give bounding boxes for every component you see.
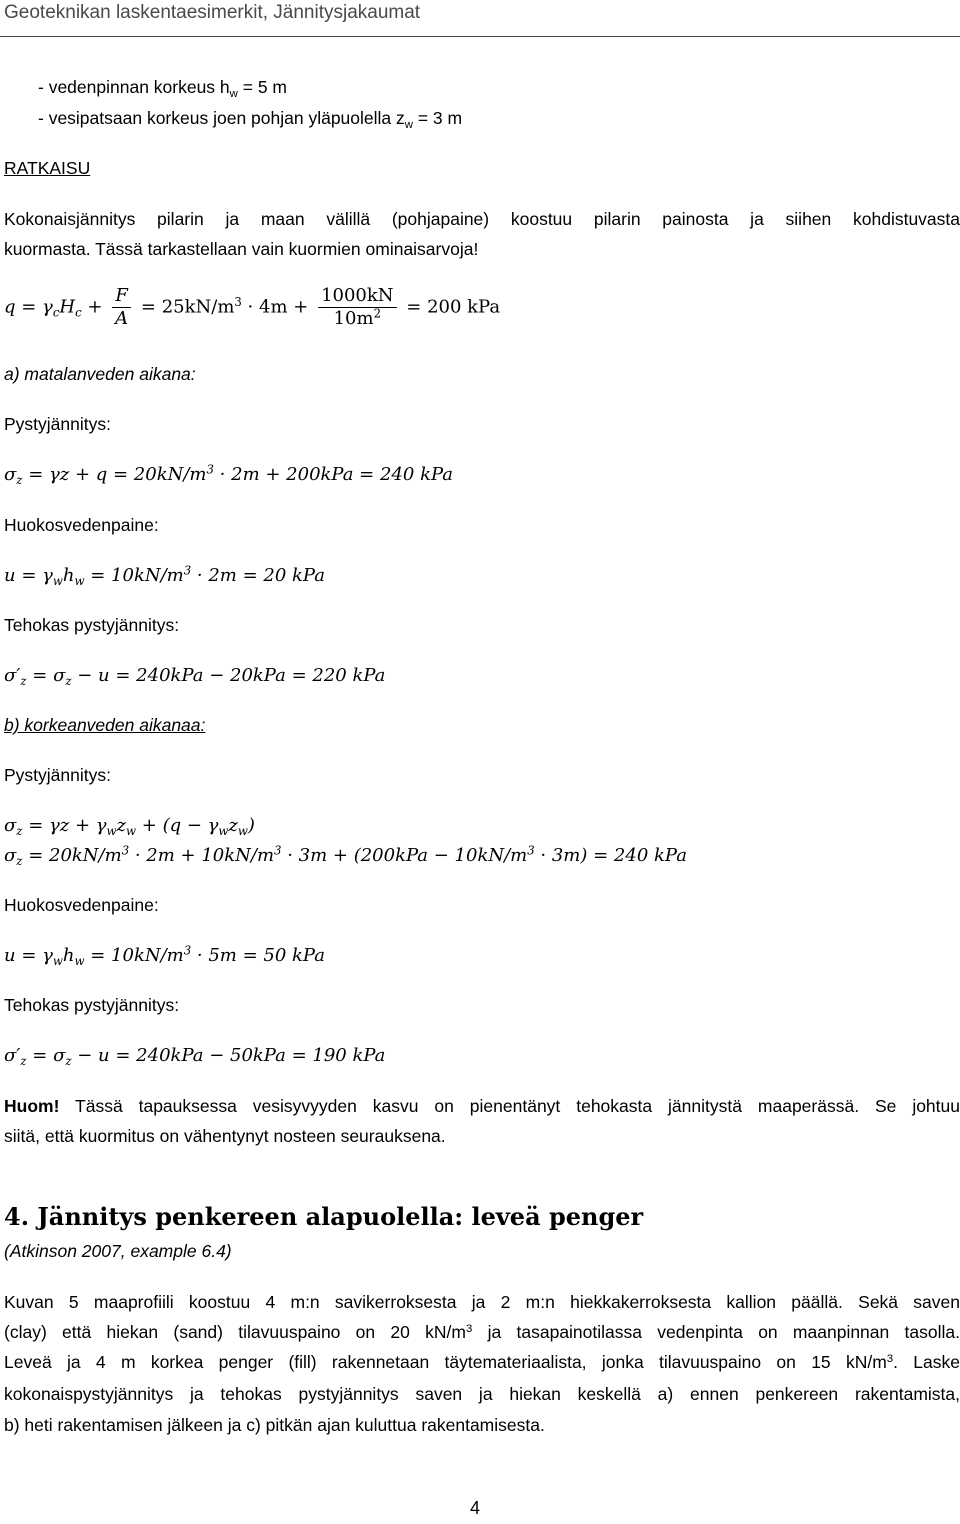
eq-part: h [62, 945, 75, 966]
solution-heading: RATKAISU [4, 158, 91, 178]
eq-exp: 3 [183, 943, 192, 958]
section-4-paragraph-line-3 [4, 1352, 960, 1373]
header-rule [0, 36, 960, 37]
section-4-paragraph-line-5: b) heti rakentamisen jälkeen ja c) pitkän ajan kuluttua rakentamisesta. [4, 1415, 545, 1435]
eq-part: σ [4, 815, 17, 836]
eq-sub: w [237, 824, 248, 839]
solution-intro-line-1: Kokonaisjännitys pilarin ja maan välillä (pohjapaine) koostuu pilarin painosta ja siihen kohdistuvasta [4, 209, 960, 229]
case-a-pore-equation [4, 563, 325, 589]
eq-exp: 3 [183, 563, 192, 578]
eq-sub: z [16, 824, 23, 839]
case-a-effective-equation [4, 665, 386, 689]
eq-sub: w [52, 954, 63, 969]
eq-part: · 3m) = 240 kPa [534, 845, 687, 866]
eq-sub: w [74, 954, 85, 969]
note-line-2: siitä, että kuormitus on vähentynyt nosteen seurauksena. [4, 1126, 446, 1146]
eq-part: = σ [26, 665, 66, 686]
eq-sub: z [16, 854, 23, 869]
eq-part: q = γ [4, 296, 53, 318]
eq-part: · 2m + 10kN/m [129, 845, 275, 866]
note-line-1 [4, 1096, 960, 1117]
section-4-heading: 4. Jännitys penkereen alapuolella: leveä penger [4, 1202, 644, 1231]
case-b-effective-label: Tehokas pystyjännitys: [4, 995, 180, 1015]
section-4-paragraph-line-4: kokonaispystyjännitys ja tehokas pystyjännitys saven ja hiekan keskellä a) ennen penkereen rakentamista, [4, 1384, 960, 1404]
eq-part: = 20kN/m [22, 845, 122, 866]
eq-exp: 3 [206, 462, 214, 477]
given-bullet-water-level [38, 77, 287, 98]
eq-part: + [81, 296, 103, 318]
eq-sub: w [106, 824, 117, 839]
eq-part: · 4m + [241, 296, 309, 318]
eq-part: = 200 kPa [406, 296, 501, 318]
case-b-vertical-label: Pystyjännitys: [4, 765, 111, 785]
solution-intro-line-2: kuormasta. Tässä tarkastellaan vain kuormien ominaisarvoja! [4, 239, 479, 259]
eq-part: H [59, 296, 76, 318]
case-b-vertical-formula [4, 815, 255, 839]
eq-part: + (q − γ [136, 815, 219, 836]
eq-sub: z [20, 674, 27, 689]
eq-part: h [62, 565, 75, 586]
fraction-numerator: 1000kN [318, 287, 396, 308]
case-a-title: a) matalanveden aikana: [4, 364, 196, 384]
eq-part: · 5m = 50 kPa [191, 945, 325, 966]
case-a-pore-label: Huokosvedenpaine: [4, 515, 159, 535]
eq-part: σ [4, 464, 17, 485]
eq-exp: 3 [274, 843, 282, 858]
bullet-text: - vesipatsaan korkeus joen pohjan yläpuolella z [38, 108, 405, 128]
para-exp: 3 [886, 1352, 894, 1365]
case-a-vertical-label: Pystyjännitys: [4, 414, 111, 434]
para-text: ja tasapainotilassa vedenpinta on maanpinnan tasolla. [472, 1322, 960, 1342]
eq-part: · 2m = 20 kPa [191, 565, 325, 586]
bullet-text: - vedenpinnan korkeus h [38, 77, 230, 97]
page-number: 4 [470, 1498, 481, 1518]
eq-sub: z [65, 1054, 72, 1069]
eq-part: u = γ [4, 945, 53, 966]
eq-sub: z [20, 1054, 27, 1069]
load-equation [4, 287, 500, 328]
eq-sub: w [126, 824, 137, 839]
case-b-vertical-equation [4, 843, 687, 869]
eq-sub: w [218, 824, 229, 839]
case-a-vertical-equation [4, 462, 454, 488]
bullet-sub: w [404, 118, 413, 131]
eq-sub: c [52, 305, 60, 320]
eq-part: = 25kN/m [140, 296, 235, 318]
eq-exp: 3 [234, 295, 242, 310]
para-exp: 3 [466, 1322, 473, 1335]
eq-part: = γz + q = 20kN/m [22, 464, 207, 485]
eq-sub: w [74, 574, 85, 589]
eq-sub: z [65, 674, 72, 689]
case-a-effective-label: Tehokas pystyjännitys: [4, 615, 180, 635]
den-text: 10m [333, 308, 374, 329]
eq-sub: z [16, 473, 23, 488]
eq-part: = 10kN/m [84, 565, 184, 586]
running-header: Geoteknikan laskentaesimerkit, Jännitysjakaumat [4, 2, 421, 23]
case-b-pore-equation [4, 943, 325, 969]
section-4-paragraph-line-2 [4, 1322, 960, 1343]
eq-part: z [228, 815, 238, 836]
eq-sub: c [75, 305, 82, 320]
eq-part: z [116, 815, 127, 836]
eq-part: ) [247, 815, 255, 836]
case-b-title: b) korkeanveden aikanaa: [4, 715, 206, 735]
bullet-value: = 5 m [237, 77, 287, 97]
eq-part: σ′ [4, 665, 21, 686]
bullet-value: = 3 m [412, 108, 463, 128]
note-bold: Huom! [4, 1096, 60, 1116]
eq-part: − u = 240kPa − 20kPa = 220 kPa [71, 665, 386, 686]
eq-part: = σ [26, 1045, 66, 1066]
fraction-load-over-area [318, 287, 396, 328]
fraction-f-over-a [112, 287, 131, 328]
eq-sub: w [52, 574, 63, 589]
eq-exp: 3 [527, 843, 535, 858]
eq-part: = 10kN/m [84, 945, 184, 966]
eq-part: = γz + γ [22, 815, 107, 836]
fraction-denominator [318, 308, 396, 328]
eq-part: · 2m + 200kPa = 240 kPa [213, 464, 454, 485]
para-text: Leveä ja 4 m korkea penger (fill) rakennetaan täytemateriaalista, jonka tilavuuspaino on 15 kN/m [4, 1352, 887, 1372]
note-text: Tässä tapauksessa vesisyvyyden kasvu on pienentänyt tehokasta jännitystä maaperässä. Se johtuu [59, 1096, 960, 1116]
section-4-reference: (Atkinson 2007, example 6.4) [4, 1241, 232, 1261]
eq-part: · 3m + (200kPa − 10kN/m [281, 845, 528, 866]
given-bullet-water-column [38, 108, 462, 129]
den-exp: 2 [373, 306, 381, 321]
fraction-numerator: F [112, 287, 131, 308]
section-4-paragraph-line-1: Kuvan 5 maaprofiili koostuu 4 m:n savikerroksesta ja 2 m:n hiekkakerroksesta kallion päällä. Sekä saven [4, 1292, 960, 1312]
eq-part: σ [4, 845, 17, 866]
case-b-pore-label: Huokosvedenpaine: [4, 895, 159, 915]
fraction-denominator: A [115, 308, 129, 329]
eq-exp: 3 [121, 843, 130, 858]
para-text: . Laske [893, 1352, 960, 1372]
case-b-effective-equation [4, 1045, 386, 1069]
eq-part: u = γ [4, 565, 53, 586]
eq-part: σ′ [4, 1045, 21, 1066]
eq-part: − u = 240kPa − 50kPa = 190 kPa [71, 1045, 386, 1066]
para-text: (clay) että hiekan (sand) tilavuuspaino on 20 kN/m [4, 1322, 466, 1342]
bullet-sub: w [229, 87, 238, 100]
